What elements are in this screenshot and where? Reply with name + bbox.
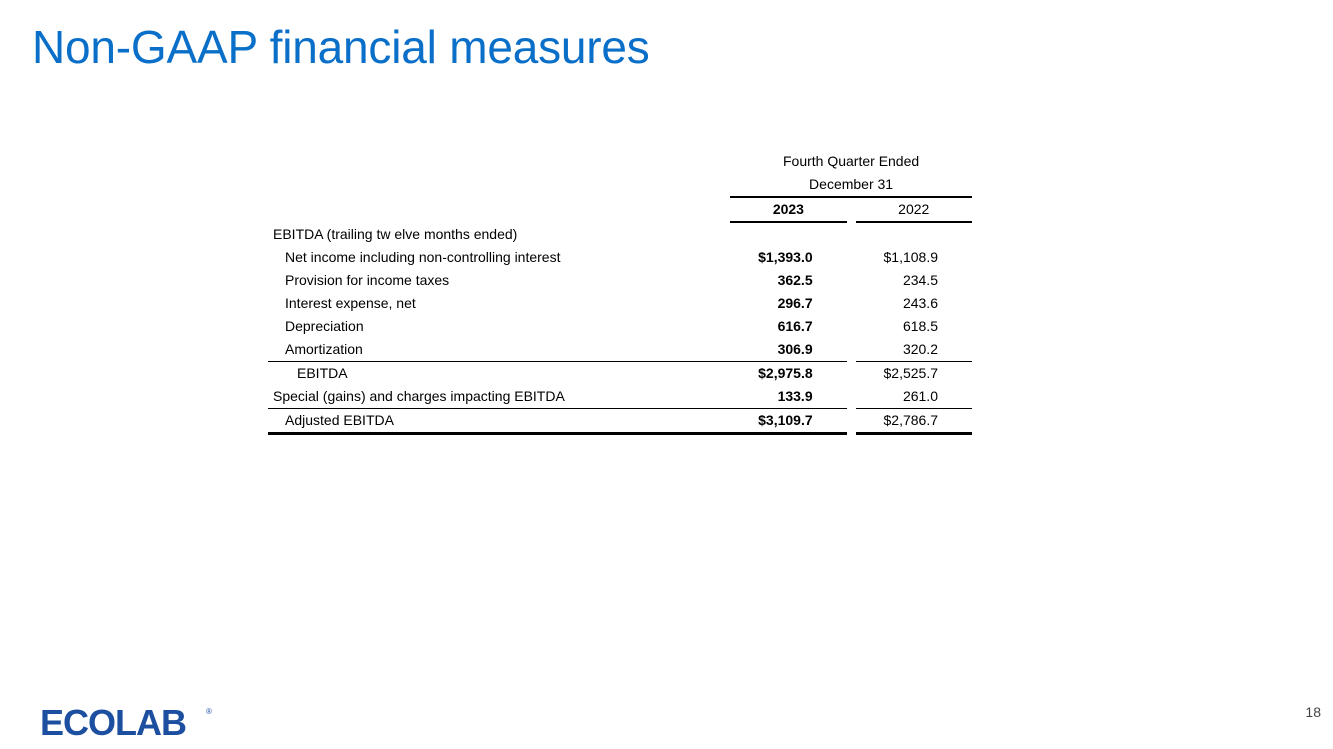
table-row — [268, 338, 972, 362]
row-label: Depreciation — [285, 318, 364, 334]
column-header-2022: 2022 — [856, 197, 973, 222]
table-row — [268, 269, 972, 292]
value-2022: 320.2 — [902, 341, 938, 357]
ecolab-logo-text: ECOLAB — [40, 704, 186, 738]
special-charges-value-2023: 133.9 — [777, 388, 813, 404]
table-row — [268, 315, 972, 338]
ebitda-value-2022: $2,525.7 — [856, 362, 973, 386]
ebitda-label: EBITDA — [268, 362, 730, 386]
ebitda-row — [268, 362, 972, 386]
row-label: Net income including non-controlling interest — [285, 249, 561, 265]
value-2022: 618.5 — [902, 318, 938, 334]
value-2023: 306.9 — [777, 341, 813, 357]
table-row — [268, 246, 972, 269]
adjusted-ebitda-row — [268, 409, 972, 434]
section-header-row — [268, 222, 972, 246]
row-label: Provision for income taxes — [285, 272, 450, 288]
ebitda-value-2023: $2,975.8 — [730, 362, 846, 386]
value-2022: $1,108.9 — [883, 249, 938, 265]
header-date: December 31 — [730, 173, 972, 197]
value-2023: 362.5 — [777, 272, 813, 288]
special-charges-row — [268, 385, 972, 409]
header-row-2 — [268, 173, 972, 197]
header-period: Fourth Quarter Ended — [782, 153, 920, 169]
header-row-1 — [268, 150, 972, 173]
adjusted-ebitda-label: Adjusted EBITDA — [268, 409, 730, 434]
row-label: Interest expense, net — [285, 295, 416, 311]
special-charges-value-2022: 261.0 — [902, 388, 938, 404]
ecolab-logo — [40, 704, 215, 743]
table-row — [268, 292, 972, 315]
header-years-row — [268, 197, 972, 222]
adjusted-ebitda-value-2023: $3,109.7 — [730, 409, 846, 434]
column-header-2023: 2023 — [730, 197, 846, 222]
value-2023: 296.7 — [777, 295, 813, 311]
special-charges-label: Special (gains) and charges impacting EBITDA — [273, 388, 565, 404]
adjusted-ebitda-value-2022: $2,786.7 — [856, 409, 973, 434]
page-title: Non-GAAP financial measures — [32, 21, 650, 73]
page-number: 18 — [1305, 704, 1321, 720]
row-label: Amortization — [285, 341, 363, 357]
value-2022: 234.5 — [902, 272, 938, 288]
section-label: EBITDA (trailing tw elve months ended) — [273, 225, 518, 242]
ebitda-table — [268, 150, 972, 435]
value-2023: 616.7 — [777, 318, 813, 334]
registered-mark: ® — [206, 707, 212, 716]
ecolab-logo-icon — [40, 704, 215, 738]
value-2022: 243.6 — [902, 295, 938, 311]
value-2023: $1,393.0 — [758, 249, 813, 265]
